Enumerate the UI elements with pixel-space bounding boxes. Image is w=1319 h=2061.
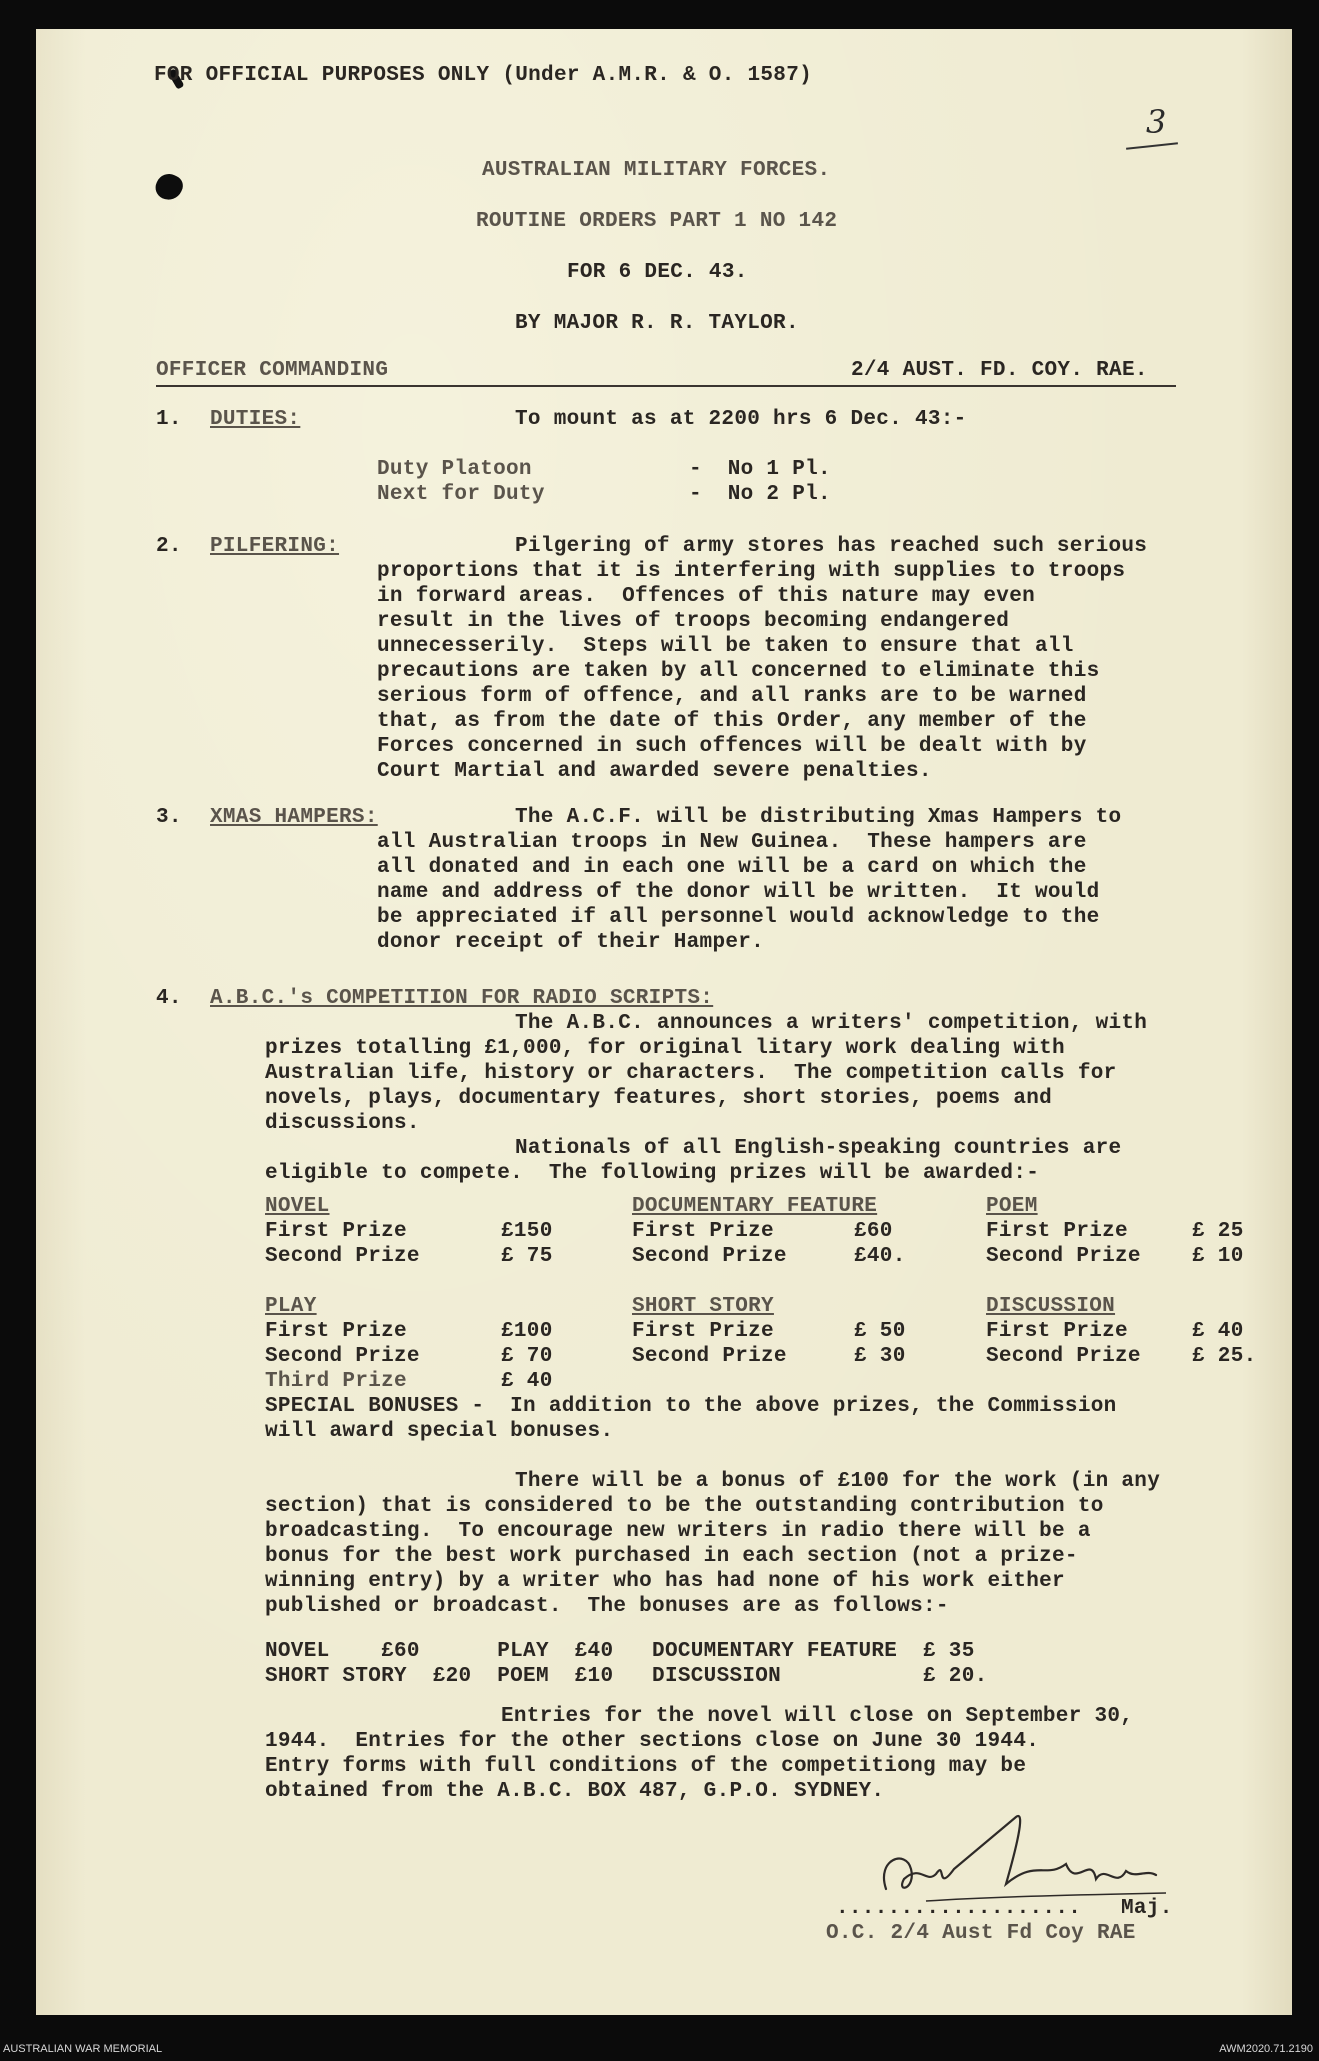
next-duty-value: - No 2 Pl.	[689, 483, 831, 506]
signature-title: O.C. 2/4 Aust Fd Coy RAE	[826, 1922, 1136, 1945]
pilfering-line: Court Martial and awarded severe penalties.	[377, 760, 932, 783]
prize-label: First Prize	[986, 1320, 1128, 1343]
orders-date: FOR 6 DEC. 43.	[567, 261, 748, 284]
abc-line: discussions.	[265, 1112, 420, 1135]
pilfering-line: in forward areas. Offences of this nature may even	[377, 585, 1036, 608]
abc-line: published or broadcast. The bonuses are as follows:-	[265, 1595, 949, 1618]
abc-line: 1944. Entries for the other sections close on June 30 1944.	[265, 1730, 1040, 1753]
prize-label: Second Prize	[986, 1345, 1141, 1368]
abc-line: broadcasting. To encourage new writers in radio there will be a	[265, 1520, 1091, 1543]
xmas-line: donor receipt of their Hamper.	[377, 931, 765, 954]
duties-intro: To mount as at 2200 hrs 6 Dec. 43:-	[515, 408, 967, 431]
abc-line: There will be a bonus of £100 for the work (in any	[515, 1470, 1161, 1493]
prize-value: £ 40	[1192, 1320, 1244, 1343]
prize-value: £ 40	[501, 1370, 553, 1393]
bonus-line: SHORT STORY £20 POEM £10 DISCUSSION £ 20.	[265, 1665, 988, 1688]
prize-label: First Prize	[265, 1320, 407, 1343]
xmas-line: all Australian troops in New Guinea. These hampers are	[377, 831, 1087, 854]
orders-title: ROUTINE ORDERS PART 1 NO 142	[476, 210, 838, 233]
prize-value: £60	[854, 1220, 893, 1243]
abc-line: The A.B.C. announces a writers' competition, with	[515, 1012, 1148, 1035]
prize-value: £ 50	[854, 1320, 906, 1343]
prize-value: £ 25	[1192, 1220, 1244, 1243]
pilfering-line: unnecesserily. Steps will be taken to ensure that all	[377, 635, 1074, 658]
prize-label: First Prize	[632, 1320, 774, 1343]
abc-line: Entries for the novel will close on September 30,	[501, 1705, 1134, 1728]
duty-platoon-label: Duty Platoon	[377, 458, 532, 481]
abc-number: 4.	[156, 987, 182, 1010]
bonus-line: NOVEL £60 PLAY £40 DOCUMENTARY FEATURE £ 35	[265, 1640, 975, 1663]
abc-line: Entry forms with full conditions of the competitiong may be	[265, 1755, 1027, 1778]
prize-heading-short-story: SHORT STORY	[632, 1295, 774, 1318]
abc-line: obtained from the A.B.C. BOX 487, G.P.O. SYDNEY.	[265, 1780, 885, 1803]
signature-dots: ...................	[836, 1897, 1082, 1920]
pilfering-line: Forces concerned in such offences will be dealt with by	[377, 735, 1087, 758]
document-page	[36, 29, 1292, 2015]
xmas-line: all donated and in each one will be a card on which the	[377, 856, 1087, 879]
classification-line: FOR OFFICIAL PURPOSES ONLY (Under A.M.R. & O. 1587)	[154, 64, 813, 87]
pilfering-line: Pilgering of army stores has reached such serious	[515, 535, 1148, 558]
prize-heading-poem: POEM	[986, 1195, 1038, 1218]
prize-label: Third Prize	[265, 1370, 407, 1393]
header-rule	[156, 385, 1176, 387]
prize-label: Second Prize	[986, 1245, 1141, 1268]
abc-line: SPECIAL BONUSES - In addition to the above prizes, the Commission	[265, 1395, 1117, 1418]
punch-hole	[152, 170, 187, 205]
xmas-line: be appreciated if all personnel would acknowledge to the	[377, 906, 1100, 929]
next-duty-label: Next for Duty	[377, 483, 545, 506]
abc-line: Nationals of all English-speaking countries are	[515, 1137, 1122, 1160]
page-number-underline	[1126, 142, 1178, 149]
prize-heading-discussion: DISCUSSION	[986, 1295, 1116, 1318]
abc-line: Australian life, history or characters. The competition calls for	[265, 1062, 1117, 1085]
org-title: AUSTRALIAN MILITARY FORCES.	[482, 159, 831, 182]
prize-value: £150	[501, 1220, 553, 1243]
pilfering-line: serious form of offence, and all ranks are to be warned	[377, 685, 1087, 708]
prize-value: £ 75	[501, 1245, 553, 1268]
abc-heading: A.B.C.'s COMPETITION FOR RADIO SCRIPTS:	[210, 987, 714, 1010]
prize-value: £100	[501, 1320, 553, 1343]
pilfering-number: 2.	[156, 535, 182, 558]
officer-commanding: OFFICER COMMANDING	[156, 359, 389, 382]
prize-value: £ 70	[501, 1345, 553, 1368]
prize-label: Second Prize	[265, 1345, 420, 1368]
signature-rank: Maj.	[1121, 1897, 1173, 1920]
pilfering-heading: PILFERING:	[210, 535, 340, 558]
prize-value: £ 10	[1192, 1245, 1244, 1268]
prize-heading-novel: NOVEL	[265, 1195, 330, 1218]
pilfering-line: precautions are taken by all concerned to eliminate this	[377, 660, 1100, 683]
pilfering-line: result in the lives of troops becoming endangered	[377, 610, 1010, 633]
duties-number: 1.	[156, 408, 182, 431]
xmas-line: name and address of the donor will be written. It would	[377, 881, 1100, 904]
abc-line: novels, plays, documentary features, short stories, poems and	[265, 1087, 1053, 1110]
orders-by: BY MAJOR R. R. TAYLOR.	[515, 312, 799, 335]
abc-line: eligible to compete. The following prizes will be awarded:-	[265, 1162, 1040, 1185]
prize-label: Second Prize	[265, 1245, 420, 1268]
prize-value: £ 25.	[1192, 1345, 1257, 1368]
pilfering-line: proportions that it is interfering with supplies to troops	[377, 560, 1126, 583]
prize-value: £40.	[854, 1245, 906, 1268]
abc-line: winning entry) by a writer who has had none of his work either	[265, 1570, 1065, 1593]
archive-reference: AWM2020.71.2190	[1219, 2043, 1313, 2055]
page-number: 3	[1146, 103, 1167, 141]
prize-value: £ 30	[854, 1345, 906, 1368]
prize-label: Second Prize	[632, 1345, 787, 1368]
prize-label: First Prize	[265, 1220, 407, 1243]
prize-label: First Prize	[632, 1220, 774, 1243]
archive-credit: AUSTRALIAN WAR MEMORIAL	[3, 2043, 163, 2055]
prize-heading-documentary: DOCUMENTARY FEATURE	[632, 1195, 878, 1218]
xmas-number: 3.	[156, 806, 182, 829]
duties-heading: DUTIES:	[210, 408, 301, 431]
xmas-heading: XMAS HAMPERS:	[210, 806, 378, 829]
abc-line: prizes totalling £1,000, for original litary work dealing with	[265, 1037, 1065, 1060]
abc-line: bonus for the best work purchased in each section (not a prize-	[265, 1545, 1078, 1568]
xmas-line: The A.C.F. will be distributing Xmas Hampers to	[515, 806, 1122, 829]
unit-name: 2/4 AUST. FD. COY. RAE.	[851, 359, 1148, 382]
pilfering-line: that, as from the date of this Order, any member of the	[377, 710, 1087, 733]
prize-label: First Prize	[986, 1220, 1128, 1243]
prize-heading-play: PLAY	[265, 1295, 317, 1318]
abc-line: will award special bonuses.	[265, 1420, 614, 1443]
abc-line: section) that is considered to be the outstanding contribution to	[265, 1495, 1104, 1518]
prize-label: Second Prize	[632, 1245, 787, 1268]
duty-platoon-value: - No 1 Pl.	[689, 458, 831, 481]
